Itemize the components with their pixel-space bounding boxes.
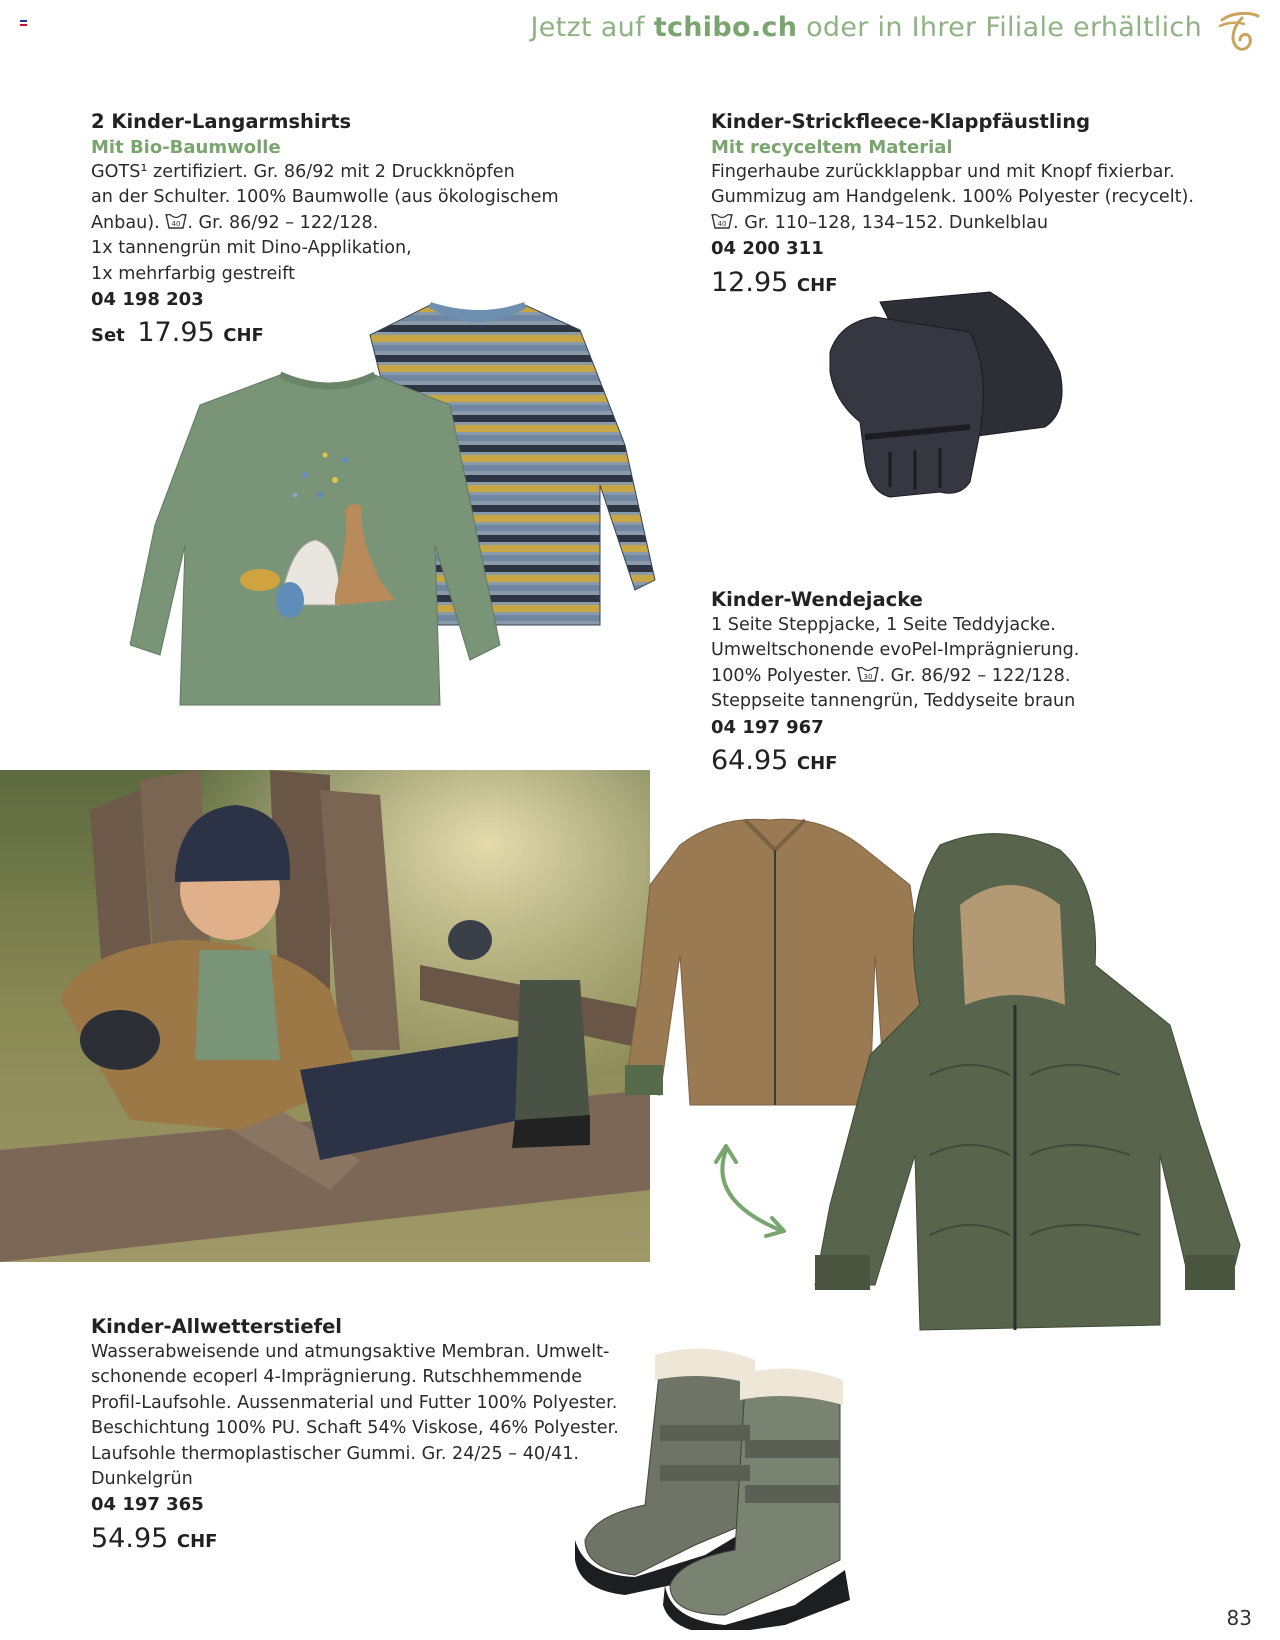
- desc-line: Anbau). 40 . Gr. 86/92 – 122/128.: [91, 212, 379, 233]
- boots-image: [575, 1345, 875, 1630]
- desc-line-rest: Gr. 110–128, 134–152. Dunkelblau: [744, 212, 1049, 233]
- desc-line: Beschichtung 100% PU. Schaft 54% Viskose, 46% Polyester.: [91, 1418, 619, 1439]
- product-price: [711, 744, 1231, 781]
- desc-line: Profil-Laufsohle. Aussenmaterial und Futter 100% Polyester.: [91, 1392, 618, 1413]
- page-number: 83: [1226, 1606, 1252, 1630]
- product-jacket: [711, 586, 1231, 781]
- price-currency: CHF: [223, 325, 264, 347]
- desc-line: schonende ecoperl 4-Imprägnierung. Rutschhemmende: [91, 1367, 583, 1388]
- wash-40-icon: [165, 212, 187, 230]
- product-boots: [91, 1313, 651, 1559]
- desc-line: Umweltschonende evoPel-Imprägnierung.: [711, 640, 1080, 661]
- price-value: 54.95: [91, 1522, 169, 1554]
- mittens-image: [820, 282, 1080, 512]
- product-price: [91, 1522, 651, 1559]
- svg-text:30: 30: [864, 672, 873, 681]
- desc-line: 100% Polyester. 30 . Gr. 86/92 – 122/128.: [711, 665, 1071, 686]
- article-number: 04 197 365: [91, 1494, 204, 1516]
- wash-30-icon: [857, 665, 879, 683]
- child-photo: [0, 770, 650, 1262]
- tagline-site-link[interactable]: tchibo.ch: [653, 12, 798, 43]
- desc-line: 1 Seite Steppjacke, 1 Seite Teddyjacke.: [711, 615, 1056, 635]
- desc-line: Laufsohle thermoplastischer Gummi. Gr. 24/25 – 40/41.: [91, 1443, 579, 1464]
- svg-text:40: 40: [171, 219, 181, 228]
- desc-line: an der Schulter. 100% Baumwolle (aus ökologischem: [91, 187, 559, 208]
- product-description: [91, 160, 631, 287]
- desc-line: Steppseite tannengrün, Teddyseite braun: [711, 691, 1076, 712]
- product-description: [711, 160, 1231, 236]
- product-title: 2 Kinder-Langarmshirts: [91, 110, 352, 133]
- tagline-suffix: oder in Ihrer Filiale erhältlich: [806, 12, 1202, 43]
- product-title: Kinder-Wendejacke: [711, 588, 923, 611]
- price-prefix: Set: [91, 325, 125, 347]
- desc-line-prefix: 100% Polyester.: [711, 665, 852, 686]
- svg-text:40: 40: [717, 219, 727, 228]
- product-description: [91, 1340, 651, 1492]
- wash-40-icon: [711, 212, 733, 230]
- header-tagline: [531, 12, 1203, 43]
- longsleeves-image: [130, 295, 670, 715]
- desc-line: 1x mehrfarbig gestreift: [91, 263, 295, 284]
- flag-icon: [20, 20, 27, 26]
- reversible-arrow-icon: [708, 1140, 798, 1240]
- desc-line-rest: Gr. 86/92 – 122/128.: [198, 212, 379, 233]
- desc-line-rest: Gr. 86/92 – 122/128.: [890, 665, 1071, 686]
- article-number: 04 197 967: [711, 716, 824, 738]
- price-currency: CHF: [796, 753, 838, 775]
- tchibo-logo-icon: [1214, 6, 1262, 54]
- price-value: 12.95: [711, 266, 789, 298]
- price-value: 64.95: [711, 745, 789, 777]
- product-title: Kinder-Strickfleece-Klappfäustling: [711, 110, 1091, 133]
- desc-line: GOTS¹ zertifiziert. Gr. 86/92 mit 2 Druckknöpfen: [91, 162, 515, 182]
- product-description: [711, 613, 1231, 715]
- price-currency: CHF: [796, 274, 838, 296]
- desc-line: 1x tannengrün mit Dino-Applikation,: [91, 238, 412, 259]
- product-subtitle: Mit recyceltem Material: [711, 137, 953, 158]
- desc-line: Dunkelgrün: [91, 1469, 193, 1490]
- product-title: Kinder-Allwetterstiefel: [91, 1315, 342, 1338]
- product-subtitle: Mit Bio-Baumwolle: [91, 137, 281, 158]
- tagline-prefix: Jetzt auf: [530, 12, 645, 43]
- quilted-jacket-image: [800, 825, 1260, 1345]
- desc-line: Wasserabweisende und atmungsaktive Membran. Umwelt-: [91, 1342, 610, 1362]
- product-mittens: [711, 108, 1231, 303]
- article-number: 04 200 311: [711, 238, 824, 260]
- desc-line: 40 . Gr. 110–128, 134–152. Dunkelblau: [711, 211, 1231, 236]
- price-value: 17.95: [137, 317, 215, 349]
- price-currency: CHF: [176, 1530, 218, 1552]
- article-number: 04 198 203: [91, 289, 204, 311]
- desc-line: Fingerhaube zurückklappbar und mit Knopf fixierbar.: [711, 162, 1175, 182]
- desc-line-prefix: Anbau).: [91, 212, 160, 233]
- desc-line: Gummizug am Handgelenk. 100% Polyester (recycelt).: [711, 187, 1195, 208]
